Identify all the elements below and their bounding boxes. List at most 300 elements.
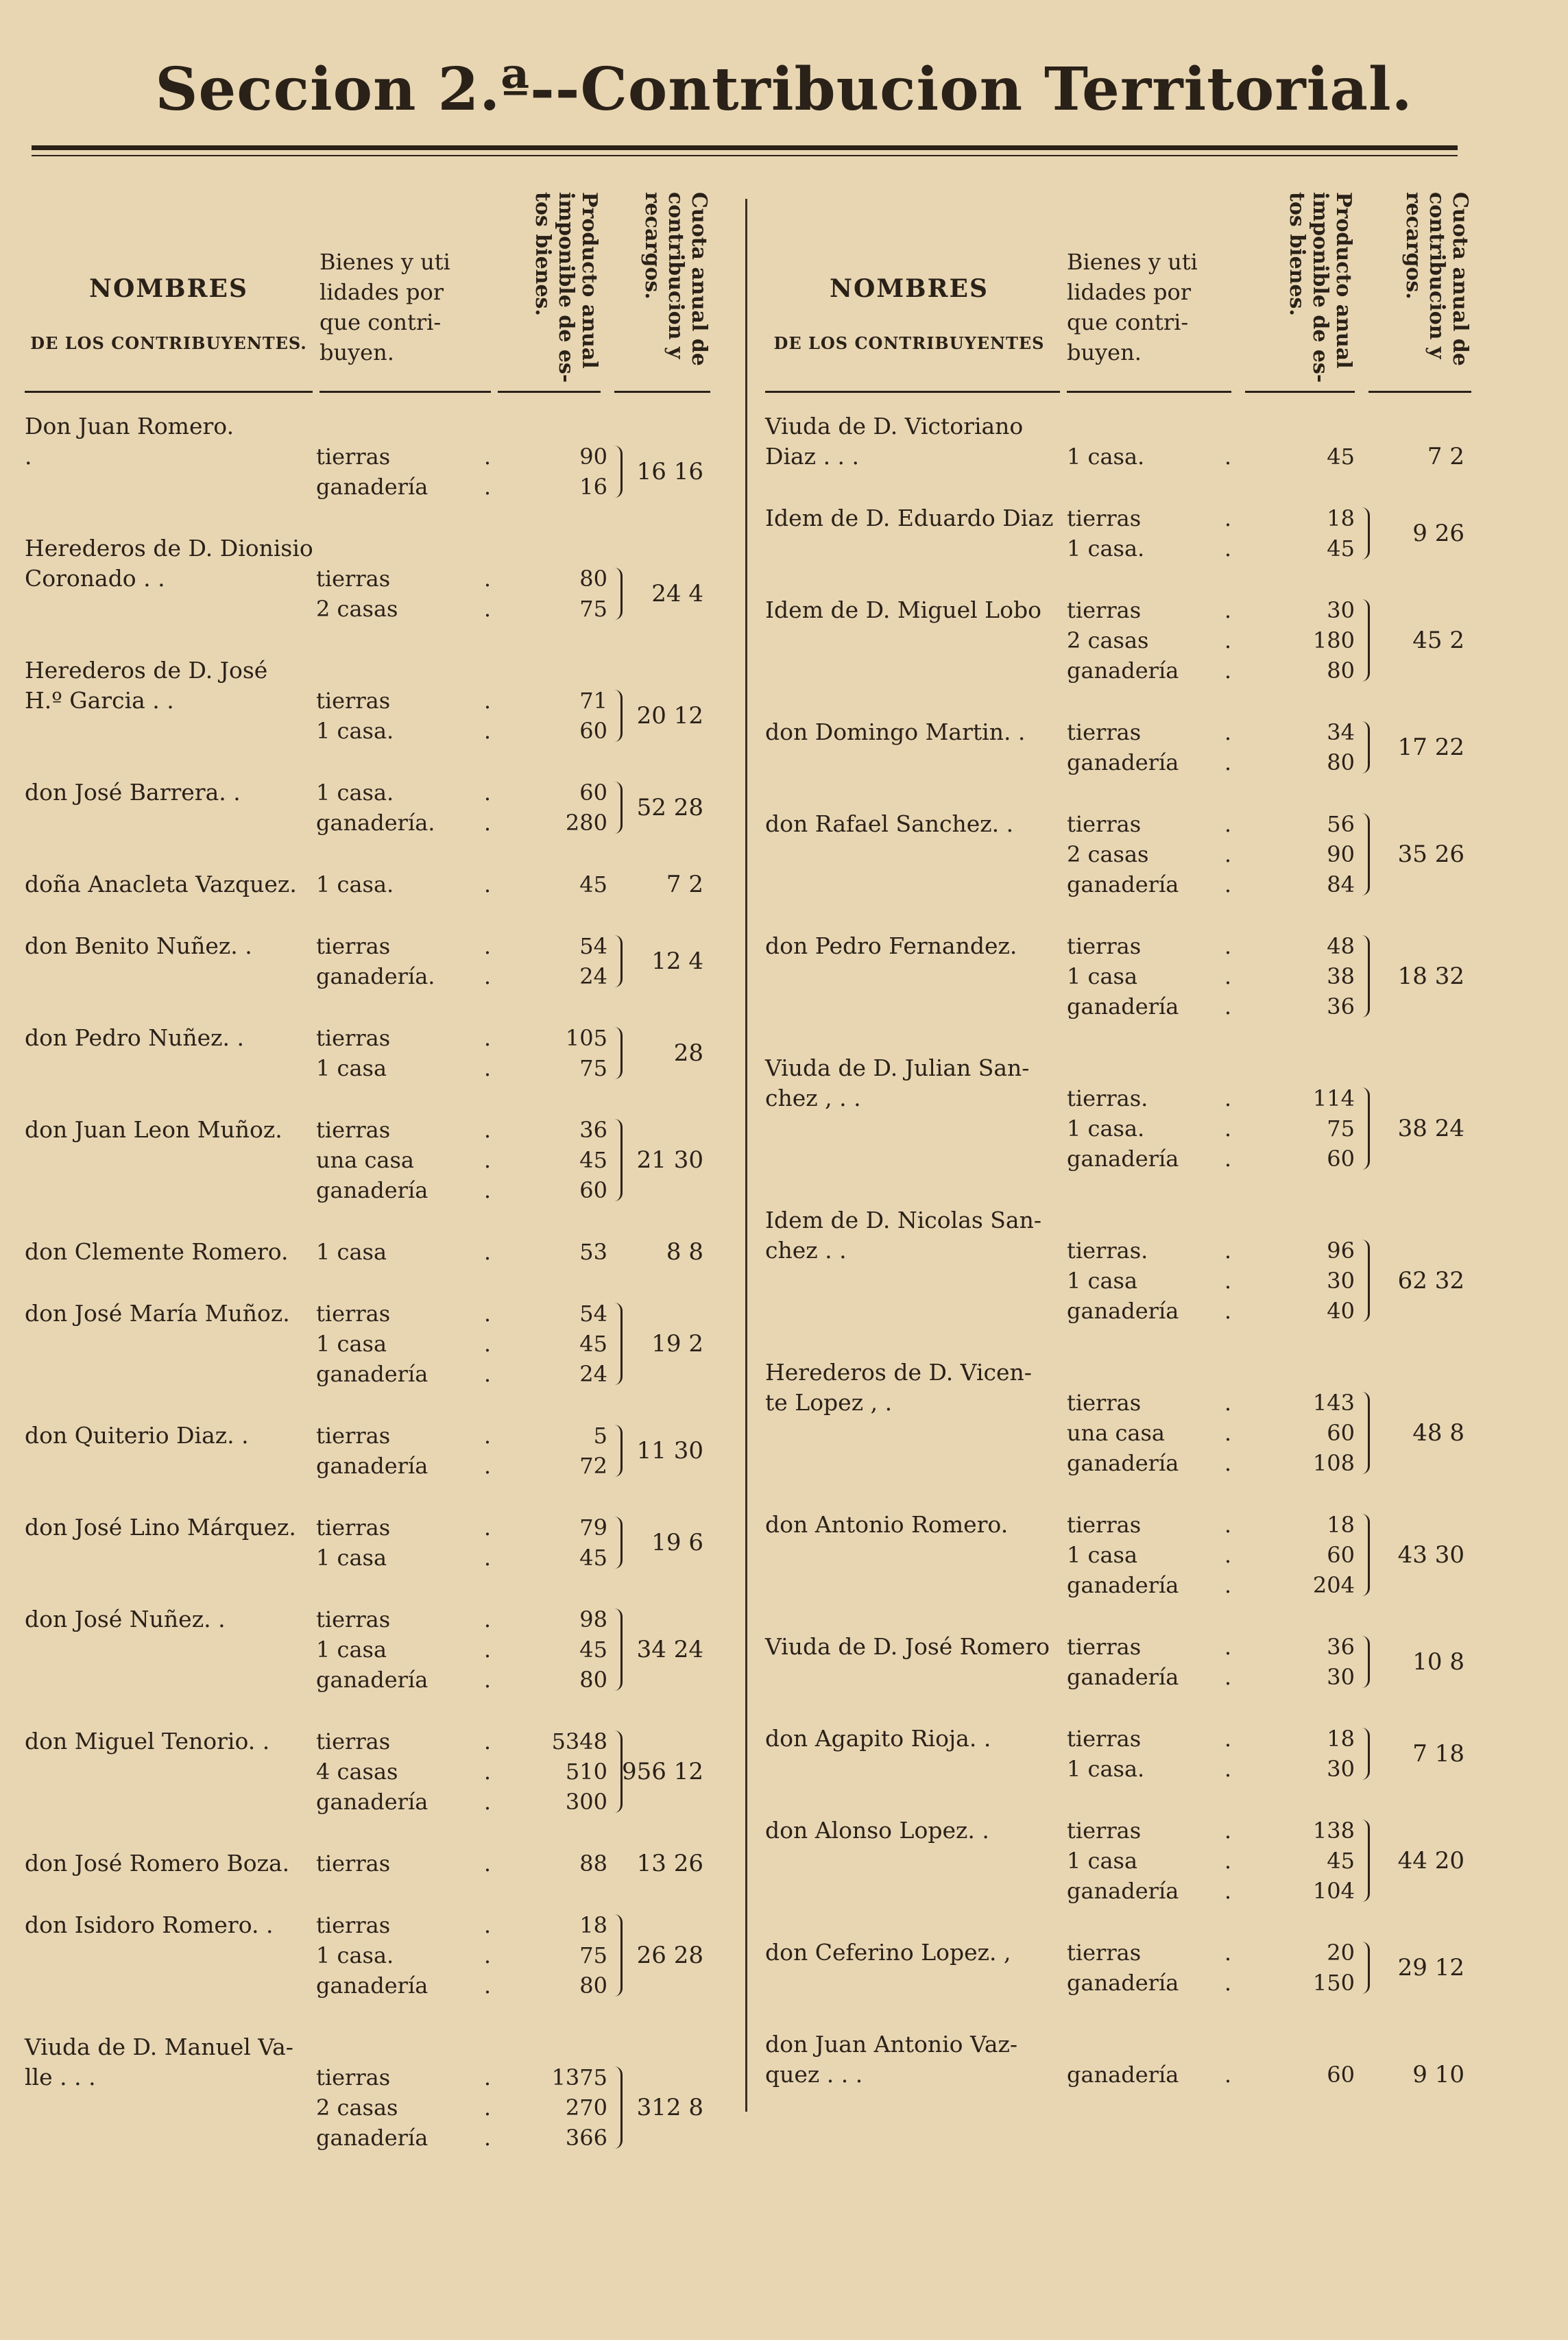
table-row — [765, 717, 1485, 809]
names-header-title: NOMBRES — [89, 274, 248, 303]
table-row — [765, 1053, 1485, 1205]
leader-dot: . — [1224, 1970, 1232, 1996]
leader-dot: . — [1224, 1238, 1232, 1264]
product-value: 138 — [1312, 1818, 1355, 1844]
property-type: ganadería. — [316, 963, 435, 989]
property-type: una casa — [1067, 1420, 1165, 1446]
product-value: 60 — [579, 1177, 607, 1203]
property-type: tierras — [316, 933, 391, 959]
property-type: 1 casa — [316, 1331, 387, 1357]
table-row — [765, 2029, 1485, 2121]
leader-dot: . — [1224, 1878, 1232, 1904]
annual-quota: 48 8 — [1412, 1419, 1464, 1447]
product-value: 88 — [579, 1850, 607, 1877]
contributor-name: quez . . . — [765, 2061, 863, 2088]
property-type: ganadería — [316, 1973, 429, 1999]
product-value: 45 — [1327, 535, 1355, 562]
names-header-title: NOMBRES — [830, 274, 989, 303]
property-type: tierras — [1067, 1390, 1142, 1416]
product-value: 36 — [1327, 993, 1355, 1020]
table-row — [765, 503, 1485, 595]
leader-dot: . — [483, 1728, 492, 1754]
annual-quota: 7 18 — [1412, 1740, 1464, 1768]
contributor-name: don Juan Antonio Vaz- — [765, 2031, 1018, 2058]
contributor-name: don Juan Leon Muñoz. — [25, 1116, 282, 1143]
product-value: 510 — [565, 1759, 607, 1785]
product-value: 54 — [579, 933, 607, 959]
leader-dot: . — [483, 1117, 492, 1143]
annual-quota: 19 2 — [651, 1330, 703, 1358]
product-value: 5348 — [551, 1728, 607, 1754]
product-value: 30 — [1327, 1664, 1355, 1690]
table-row — [25, 655, 724, 777]
contributor-name: Idem de D. Eduardo Diaz — [765, 505, 1054, 531]
bienes-header: Bienes y uti lidades por que contri- buyen. — [1067, 249, 1198, 365]
contributor-name: don Domingo Martin. . — [765, 719, 1026, 745]
producto-header: Producto anual imponible de es- tos bienes. — [531, 192, 601, 383]
product-value: 30 — [1327, 1268, 1355, 1294]
property-type: tierras — [316, 1850, 391, 1877]
product-value: 75 — [579, 1055, 607, 1081]
property-type: ganadería — [316, 1361, 429, 1387]
leader-dot: . — [1224, 1512, 1232, 1538]
contributor-name: . — [25, 443, 32, 470]
product-value: 16 — [579, 474, 607, 500]
product-value: 18 — [1327, 505, 1355, 531]
right-column — [765, 178, 1485, 2112]
contributor-name: Herederos de D. Vicen- — [765, 1359, 1032, 1386]
product-value: 30 — [1327, 597, 1355, 623]
property-type: ganadería — [1067, 1664, 1179, 1690]
product-value: 96 — [1327, 1238, 1355, 1264]
product-value: 45 — [579, 1331, 607, 1357]
table-row — [25, 1023, 724, 1115]
product-value: 20 — [1327, 1940, 1355, 1966]
contributor-name: don José María Muñoz. — [25, 1300, 290, 1327]
property-type: 2 casas — [316, 596, 398, 622]
property-type: 1 casa — [1067, 1542, 1138, 1568]
leader-dot: . — [483, 718, 492, 744]
contributor-name: Herederos de D. Dionisio — [25, 535, 313, 562]
table-row — [25, 1910, 724, 2032]
property-type: 1 casa — [1067, 1268, 1138, 1294]
property-type: 2 casas — [1067, 627, 1149, 653]
title-rule-thick — [32, 145, 1458, 150]
product-value: 60 — [1327, 1146, 1355, 1172]
property-type: una casa — [316, 1147, 414, 1173]
leader-dot: . — [1224, 1146, 1232, 1172]
table-row — [25, 1512, 724, 1604]
product-value: 18 — [579, 1912, 607, 1938]
product-value: 98 — [579, 1606, 607, 1632]
table-row — [25, 931, 724, 1023]
leader-dot: . — [1224, 963, 1232, 989]
header-underline — [765, 391, 1060, 393]
property-type: ganadería — [316, 474, 429, 500]
leader-dot: . — [1224, 871, 1232, 897]
product-value: 114 — [1312, 1085, 1355, 1111]
names-header — [25, 274, 313, 353]
product-value: 108 — [1312, 1450, 1355, 1476]
table-row — [25, 1115, 724, 1237]
leader-dot: . — [1224, 1848, 1232, 1874]
product-value: 366 — [565, 2125, 607, 2151]
contributor-name: Don Juan Romero. — [25, 413, 234, 439]
annual-quota: 43 30 — [1397, 1541, 1464, 1569]
table-row — [765, 1724, 1485, 1816]
product-value: 24 — [579, 1361, 607, 1387]
leader-dot: . — [483, 1942, 492, 1968]
annual-quota: 34 24 — [636, 1636, 703, 1663]
contributor-name: Idem de D. Miguel Lobo — [765, 596, 1041, 623]
product-value: 34 — [1327, 719, 1355, 745]
contributor-name: don Quiterio Diaz. . — [25, 1422, 249, 1449]
leader-dot: . — [1224, 1450, 1232, 1476]
leader-dot: . — [1224, 1940, 1232, 1966]
contributor-name: Herederos de D. José — [25, 657, 268, 684]
leader-dot: . — [483, 810, 492, 836]
leader-dot: . — [483, 1025, 492, 1051]
leader-dot: . — [1224, 2062, 1232, 2088]
product-value: 40 — [1327, 1298, 1355, 1324]
annual-quota: 38 24 — [1397, 1115, 1464, 1142]
contributor-name: don Miguel Tenorio. . — [25, 1728, 270, 1754]
property-type: tierras — [316, 1912, 391, 1938]
contributor-name: Viuda de D. Manuel Va- — [25, 2034, 293, 2060]
leader-dot: . — [483, 1147, 492, 1173]
product-value: 18 — [1327, 1726, 1355, 1752]
leader-dot: . — [483, 2095, 492, 2121]
property-type: ganadería. — [316, 810, 435, 836]
contributor-name: don Pedro Fernandez. — [765, 932, 1017, 959]
annual-quota: 9 26 — [1412, 520, 1464, 547]
contributor-name: te Lopez , . — [765, 1389, 893, 1416]
contributor-name: lle . . . — [25, 2064, 96, 2090]
annual-quota: 24 4 — [651, 580, 703, 607]
contributor-name: H.º Garcia . . — [25, 687, 174, 714]
table-row — [25, 533, 724, 655]
leader-dot: . — [483, 1973, 492, 1999]
property-type: 1 casa. — [1067, 444, 1145, 470]
leader-dot: . — [1224, 993, 1232, 1020]
header-underline — [498, 391, 601, 393]
property-type: tierras — [316, 1025, 391, 1051]
leader-dot: . — [483, 963, 492, 989]
leader-dot: . — [1224, 1756, 1232, 1782]
leader-dot: . — [483, 1912, 492, 1938]
cuota-header: Cuota anual de contribucion y recargos. — [640, 192, 711, 366]
contributor-name: Viuda de D. José Romero — [765, 1633, 1050, 1660]
leader-dot: . — [483, 1423, 492, 1449]
table-row — [25, 411, 724, 533]
table-row — [765, 1816, 1485, 1938]
property-type: ganadería — [1067, 1572, 1179, 1598]
property-type: tierras — [1067, 1512, 1142, 1538]
annual-quota: 10 8 — [1412, 1648, 1464, 1676]
property-type: tierras — [1067, 1818, 1142, 1844]
leader-dot: . — [1224, 1542, 1232, 1568]
leader-dot: . — [483, 2125, 492, 2151]
leader-dot: . — [483, 780, 492, 806]
leader-dot: . — [483, 1789, 492, 1815]
property-type: 1 casa. — [316, 718, 394, 744]
leader-dot: . — [483, 1667, 492, 1693]
table-row — [25, 1237, 724, 1299]
table-row — [25, 2032, 724, 2184]
product-value: 45 — [1327, 444, 1355, 470]
product-value: 18 — [1327, 1512, 1355, 1538]
leader-dot: . — [483, 933, 492, 959]
contributor-name: chez . . — [765, 1237, 847, 1264]
names-header-subtitle: DE LOS CONTRIBUYENTES. — [30, 333, 307, 353]
property-type: tierras — [316, 1515, 391, 1541]
annual-quota: 956 12 — [622, 1758, 703, 1785]
leader-dot: . — [1224, 749, 1232, 775]
header-underline — [1245, 391, 1355, 393]
product-value: 53 — [579, 1239, 607, 1265]
leader-dot: . — [483, 1850, 492, 1877]
property-type: 1 casa. — [316, 1942, 394, 1968]
right-table-body — [765, 411, 1485, 2121]
leader-dot: . — [483, 1055, 492, 1081]
leader-dot: . — [1224, 1268, 1232, 1294]
leader-dot: . — [483, 871, 492, 897]
leader-dot: . — [483, 1606, 492, 1632]
table-row — [25, 1421, 724, 1512]
table-row — [25, 1726, 724, 1848]
property-type: ganadería — [1067, 1298, 1179, 1324]
leader-dot: . — [483, 1301, 492, 1327]
cuota-header: Cuota anual de contribucion y recargos. — [1401, 192, 1472, 366]
property-type: ganadería — [1067, 871, 1179, 897]
product-value: 143 — [1312, 1390, 1355, 1416]
property-type: ganadería — [1067, 1878, 1179, 1904]
names-header-subtitle: DE LOS CONTRIBUYENTES — [773, 333, 1045, 353]
annual-quota: 13 26 — [636, 1850, 703, 1877]
product-value: 36 — [1327, 1634, 1355, 1660]
product-value: 150 — [1312, 1970, 1355, 1996]
leader-dot: . — [1224, 1298, 1232, 1324]
property-type: 1 casa — [316, 1545, 387, 1571]
product-value: 270 — [565, 2095, 607, 2121]
product-value: 105 — [565, 1025, 607, 1051]
leader-dot: . — [1224, 627, 1232, 653]
table-row — [25, 1299, 724, 1421]
property-type: 1 casa — [1067, 1848, 1138, 1874]
contributor-name: Coronado . . — [25, 565, 165, 592]
left-column — [25, 178, 724, 2151]
property-type: tierras — [316, 1301, 391, 1327]
product-value: 45 — [579, 1637, 607, 1663]
contributor-name: don José Romero Boza. — [25, 1850, 290, 1877]
table-row — [765, 809, 1485, 931]
contributor-name: chez , . . — [765, 1085, 861, 1111]
product-value: 60 — [579, 780, 607, 806]
product-value: 56 — [1327, 811, 1355, 837]
contributor-name: Viuda de D. Victoriano — [765, 413, 1024, 439]
table-row — [25, 1848, 724, 1910]
table-row — [765, 595, 1485, 717]
property-type: 1 casa — [316, 1055, 387, 1081]
property-type: ganadería — [1067, 1146, 1179, 1172]
annual-quota: 21 30 — [636, 1146, 703, 1174]
property-type: 1 casa — [316, 1637, 387, 1663]
product-value: 5 — [593, 1423, 607, 1449]
names-header — [765, 274, 1053, 353]
product-value: 80 — [1327, 658, 1355, 684]
product-value: 84 — [1327, 871, 1355, 897]
product-value: 80 — [1327, 749, 1355, 775]
leader-dot: . — [1224, 841, 1232, 867]
page-title: Seccion 2.ª--Contribucion Territorial. — [155, 55, 1413, 124]
property-type: tierras — [1067, 597, 1142, 623]
property-type: 2 casas — [1067, 841, 1149, 867]
property-type: tierras — [1067, 1634, 1142, 1660]
leader-dot: . — [1224, 1115, 1232, 1142]
leader-dot: . — [1224, 719, 1232, 745]
annual-quota: 28 — [673, 1039, 703, 1067]
leader-dot: . — [483, 1453, 492, 1479]
property-type: tierras — [316, 444, 391, 470]
product-value: 45 — [579, 1147, 607, 1173]
product-value: 38 — [1327, 963, 1355, 989]
header-underline — [1368, 391, 1471, 393]
property-type: tierras — [316, 1423, 391, 1449]
left-header — [25, 178, 724, 411]
annual-quota: 29 12 — [1397, 1954, 1464, 1981]
annual-quota: 45 2 — [1412, 627, 1464, 654]
annual-quota: 11 30 — [636, 1437, 703, 1464]
property-type: 1 casa. — [1067, 535, 1145, 562]
product-value: 180 — [1312, 627, 1355, 653]
property-type: 1 casa. — [316, 780, 394, 806]
product-value: 30 — [1327, 1756, 1355, 1782]
contributor-name: don Pedro Nuñez. . — [25, 1024, 245, 1051]
property-type: tierras — [316, 688, 391, 714]
property-type: 2 casas — [316, 2095, 398, 2121]
contributor-name: don Alonso Lopez. . — [765, 1817, 989, 1844]
product-value: 79 — [579, 1515, 607, 1541]
product-value: 204 — [1312, 1572, 1355, 1598]
property-type: tierras — [1067, 505, 1142, 531]
right-header — [765, 178, 1485, 411]
contributor-name: don Clemente Romero. — [25, 1238, 289, 1265]
header-underline — [319, 391, 491, 393]
property-type: tierras — [316, 1728, 391, 1754]
annual-quota: 44 20 — [1397, 1847, 1464, 1874]
annual-quota: 8 8 — [666, 1238, 703, 1266]
leader-dot: . — [1224, 597, 1232, 623]
leader-dot: . — [1224, 1390, 1232, 1416]
leader-dot: . — [483, 1515, 492, 1541]
leader-dot: . — [483, 1545, 492, 1571]
producto-header: Producto anual imponible de es- tos bienes. — [1285, 192, 1355, 383]
property-type: tierras. — [1067, 1238, 1148, 1264]
table-row — [25, 777, 724, 869]
product-value: 90 — [1327, 841, 1355, 867]
product-value: 1375 — [551, 2064, 607, 2090]
column-divider — [745, 199, 747, 2112]
property-type: tierras — [1067, 1726, 1142, 1752]
product-value: 60 — [1327, 1542, 1355, 1568]
annual-quota: 17 22 — [1397, 734, 1464, 761]
product-value: 90 — [579, 444, 607, 470]
table-row — [765, 931, 1485, 1053]
product-value: 60 — [579, 718, 607, 744]
product-value: 54 — [579, 1301, 607, 1327]
header-underline — [614, 391, 710, 393]
contributor-name: doña Anacleta Vazquez. — [25, 871, 297, 897]
leader-dot: . — [1224, 535, 1232, 562]
contributor-name: don Rafael Sanchez. . — [765, 810, 1014, 837]
annual-quota: 18 32 — [1397, 963, 1464, 990]
property-type: tierras — [316, 2064, 391, 2090]
product-value: 75 — [1327, 1115, 1355, 1142]
product-value: 24 — [579, 963, 607, 989]
property-type: 1 casa — [1067, 963, 1138, 989]
bienes-header: Bienes y uti lidades por que contri- buyen. — [319, 249, 450, 365]
leader-dot: . — [483, 2064, 492, 2090]
table-row — [765, 1632, 1485, 1724]
table-row — [765, 1510, 1485, 1632]
leader-dot: . — [483, 1361, 492, 1387]
product-value: 72 — [579, 1453, 607, 1479]
product-value: 104 — [1312, 1878, 1355, 1904]
property-type: ganadería — [1067, 993, 1179, 1020]
leader-dot: . — [483, 596, 492, 622]
contributor-name: don Ceferino Lopez. , — [765, 1939, 1011, 1966]
contributor-name: don José Lino Márquez. — [25, 1514, 296, 1541]
annual-quota: 7 2 — [1427, 443, 1464, 470]
property-type: ganadería — [316, 1789, 429, 1815]
property-type: tierras — [316, 566, 391, 592]
product-value: 48 — [1327, 933, 1355, 959]
product-value: 45 — [1327, 1848, 1355, 1874]
product-value: 75 — [579, 596, 607, 622]
leader-dot: . — [1224, 1420, 1232, 1446]
property-type: 1 casa — [316, 1239, 387, 1265]
property-type: ganadería — [316, 1453, 429, 1479]
annual-quota: 312 8 — [636, 2094, 703, 2121]
leader-dot: . — [483, 566, 492, 592]
product-value: 71 — [579, 688, 607, 714]
leader-dot: . — [1224, 505, 1232, 531]
product-value: 60 — [1327, 1420, 1355, 1446]
property-type: 1 casa. — [1067, 1756, 1145, 1782]
property-type: 1 casa. — [316, 871, 394, 897]
property-type: tierras — [1067, 933, 1142, 959]
table-row — [765, 1205, 1485, 1358]
property-type: 4 casas — [316, 1759, 398, 1785]
table-row — [25, 869, 724, 931]
leader-dot: . — [1224, 1664, 1232, 1690]
annual-quota: 26 28 — [636, 1942, 703, 1969]
contributor-name: don Antonio Romero. — [765, 1511, 1009, 1538]
contributor-name: don Agapito Rioja. . — [765, 1725, 991, 1752]
product-value: 80 — [579, 1667, 607, 1693]
property-type: ganadería — [1067, 2062, 1179, 2088]
annual-quota: 7 2 — [666, 871, 703, 898]
property-type: ganadería — [316, 1667, 429, 1693]
annual-quota: 12 4 — [651, 948, 703, 975]
property-type: tierras — [1067, 719, 1142, 745]
table-row — [765, 1938, 1485, 2029]
title-rule-thin — [32, 155, 1458, 156]
contributor-name: Viuda de D. Julian San- — [765, 1054, 1030, 1081]
leader-dot: . — [1224, 1572, 1232, 1598]
header-underline — [1067, 391, 1231, 393]
property-type: ganadería — [1067, 1970, 1179, 1996]
